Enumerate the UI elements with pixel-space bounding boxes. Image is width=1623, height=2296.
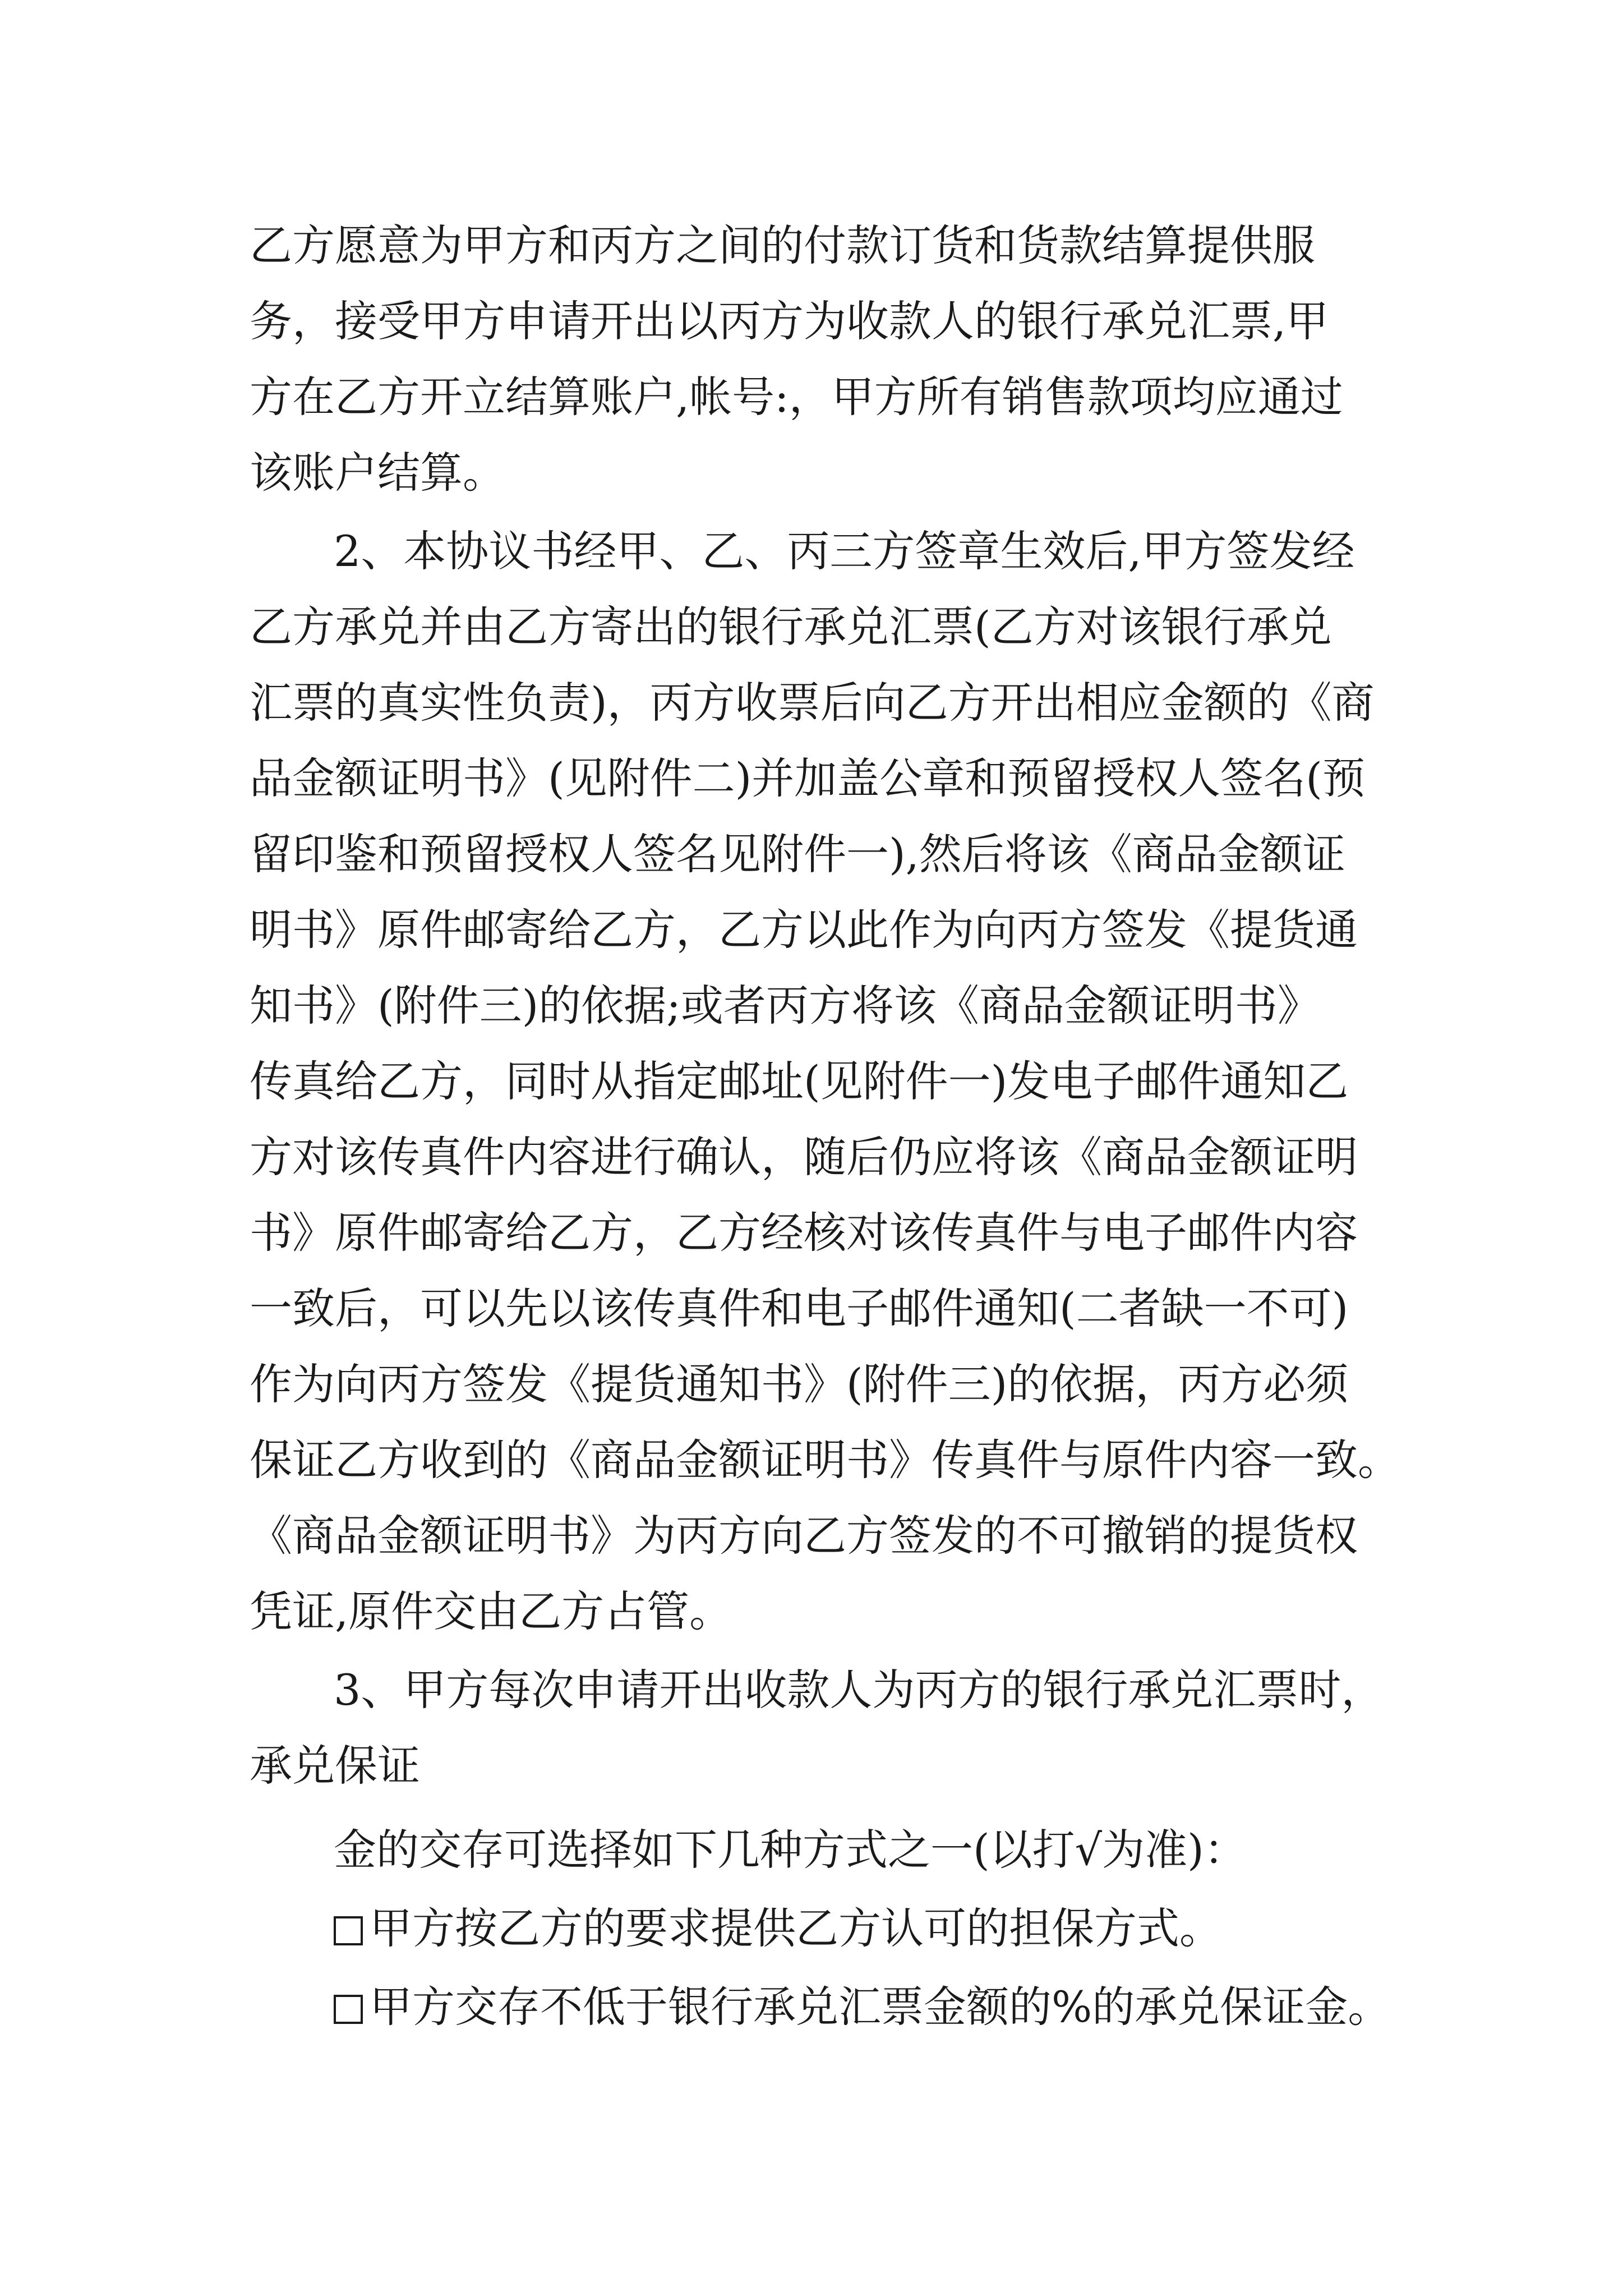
option-line-2 <box>334 1982 1391 2032</box>
text-line-13: 方对该传真件内容进行确认，随后仍应将该《商品金额证明 <box>250 1132 1358 1182</box>
text-line-09: 留印鉴和预留授权人签名见附件一),然后将该《商品金额证 <box>250 829 1345 879</box>
text-line-10: 明书》原件邮寄给乙方，乙方以此作为向丙方签发《提货通 <box>250 905 1358 955</box>
text-line-05: 2、本协议书经甲、乙、丙三方签章生效后,甲方签发经 <box>334 526 1355 576</box>
text-line-03: 方在乙方开立结算账户,帐号:，甲方所有销售款项均应通过 <box>250 372 1343 422</box>
text-line-20: 3、甲方每次申请开出收款人为丙方的银行承兑汇票时， <box>334 1665 1384 1715</box>
text-line-22: 金的交存可选择如下几种方式之一(以打√为准)： <box>334 1825 1247 1875</box>
option-2-text: 甲方交存不低于银行承兑汇票金额的%的承兑保证金。 <box>370 1982 1391 2032</box>
option-line-1 <box>334 1903 1222 1953</box>
option-1-checkbox[interactable] <box>334 1916 363 1945</box>
text-line-08: 品金额证明书》(见附件二)并加盖公章和预留授权人签名(预 <box>250 753 1365 803</box>
text-line-19: 凭证,原件交由乙方占管。 <box>250 1586 732 1636</box>
text-line-12: 传真给乙方，同时从指定邮址(见附件一)发电子邮件通知乙 <box>250 1056 1349 1106</box>
text-line-16: 作为向丙方签发《提货通知书》(附件三)的依据，丙方必须 <box>250 1359 1349 1409</box>
text-line-18: 《商品金额证明书》为丙方向乙方签发的不可撤销的提货权 <box>250 1511 1358 1561</box>
text-line-07: 汇票的真实性负责)，丙方收票后向乙方开出相应金额的《商 <box>250 678 1375 728</box>
option-1-text: 甲方按乙方的要求提供乙方认可的担保方式。 <box>370 1903 1222 1953</box>
text-line-21: 承兑保证 <box>250 1741 420 1791</box>
text-line-01: 乙方愿意为甲方和丙方之间的付款订货和货款结算提供服 <box>250 220 1315 270</box>
text-line-06: 乙方承兑并由乙方寄出的银行承兑汇票(乙方对该银行承兑 <box>250 602 1332 652</box>
text-line-17: 保证乙方收到的《商品金额证明书》传真件与原件内容一致。 <box>250 1435 1400 1485</box>
text-line-04: 该账户结算。 <box>250 448 505 498</box>
text-line-15: 一致后，可以先以该传真件和电子邮件通知(二者缺一不可) <box>250 1283 1349 1333</box>
text-line-14: 书》原件邮寄给乙方，乙方经核对该传真件与电子邮件内容 <box>250 1208 1358 1258</box>
option-2-checkbox[interactable] <box>334 1995 363 2024</box>
text-line-02: 务，接受甲方申请开出以丙方为收款人的银行承兑汇票,甲 <box>250 296 1329 346</box>
text-line-11: 知书》(附件三)的依据;或者丙方将该《商品金额证明书》 <box>250 981 1320 1030</box>
